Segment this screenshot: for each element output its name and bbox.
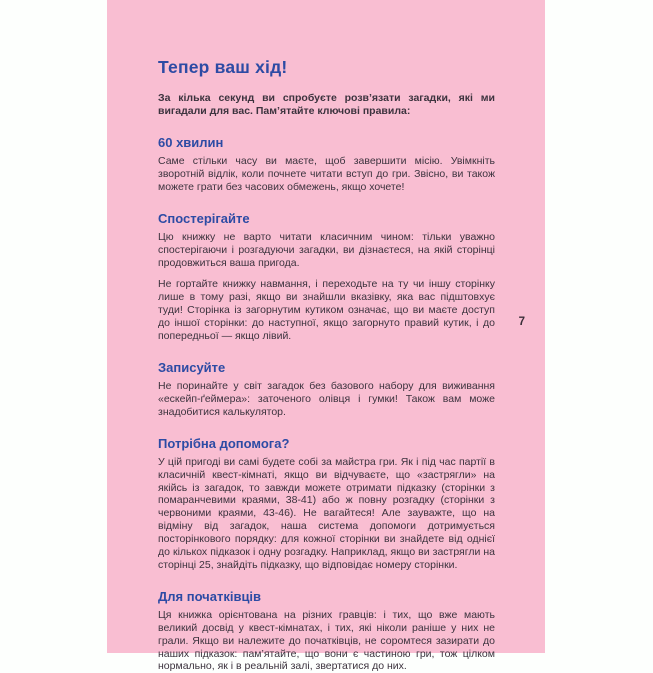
- page-title: Тепер ваш хід!: [158, 57, 288, 77]
- intro-paragraph: За кілька секунд ви спробуєте розв’язати загадки, які ми вигадали для вас. Пам’ятайте ключові правила:: [158, 92, 495, 117]
- section-heading-60-minutes: 60 хвилин: [158, 135, 224, 150]
- section-heading-observe: Спостерігайте: [158, 210, 250, 226]
- page-content: [158, 0, 495, 673]
- section-heading-for-beginners: Для початківців: [158, 588, 262, 604]
- section-paragraph: Не поринайте у світ загадок без базового набору для виживання «ескейп-ґеймера»: заточеного олівця і гумки! Також вам може знадобитися калькулятор.: [158, 379, 495, 418]
- section-paragraph: Цю книжку не варто читати класичним чином: тільки уважно спостерігаючи і розгадуючи загадки, ви дізнаєтеся, на якій сторінці продовжиться ваша пригода.: [158, 230, 495, 269]
- section-paragraph: У цій пригоді ви самі будете собі за майстра гри. Як і під час партії в класичній квест-кімнаті, якщо ви відчуваєте, що «застрягли» на якійсь із загадок, то завжди можете отримати підказку (сторінки з помаранчевими краями, 38-41) або ж повну розгадку (сторінки з червоними краями, 43-46). Не вагайтеся! Але зауважте, що на відміну від загадок, наша система допомоги дотримується посторінкового порядку: для кожної сторінки ви знайдете від однієї до кількох підказок і одну розгадку. Наприклад, якщо ви застрягли на сторінці 25, знайдіть підказку, що відповідає номеру сторінки.: [158, 455, 495, 571]
- section-heading-write-down: Записуйте: [158, 359, 226, 375]
- book-page: [107, 0, 545, 673]
- section-paragraph: Саме стільки часу ви маєте, щоб завершити місію. Увімкніть зворотній відлік, коли почнете читати вступ до гри. Звісно, ви також можете грати без часових обмежень, якщо хочете!: [158, 155, 495, 193]
- section-paragraph: Не гортайте книжку навмання, і переходьте на ту чи іншу сторінку лише в тому разі, якщо ви знайшли вказівку, яка вас підштовхує туди! Сторінка із загорнутим кутиком означає, що ви маєте доступ до іншої сторінки: до наступної, якщо загорнуто правий кутик, і до попередньої — якщо лівий.: [158, 278, 495, 343]
- page-number: 7: [518, 316, 525, 328]
- section-heading-need-help: Потрібна допомога?: [158, 435, 290, 451]
- section-paragraph: Ця книжка орієнтована на різних гравців: і тих, що вже мають великий досвід у квест-кімнатах, і тих, які ніколи раніше у них не грали. Якщо ви належите до початківців, не соромтеся зазирати до наших підказок: пам’ятайте, що вони є частиною гри, тож цілком нормально, як і в реальній залі, звертатися до них.: [158, 608, 495, 673]
